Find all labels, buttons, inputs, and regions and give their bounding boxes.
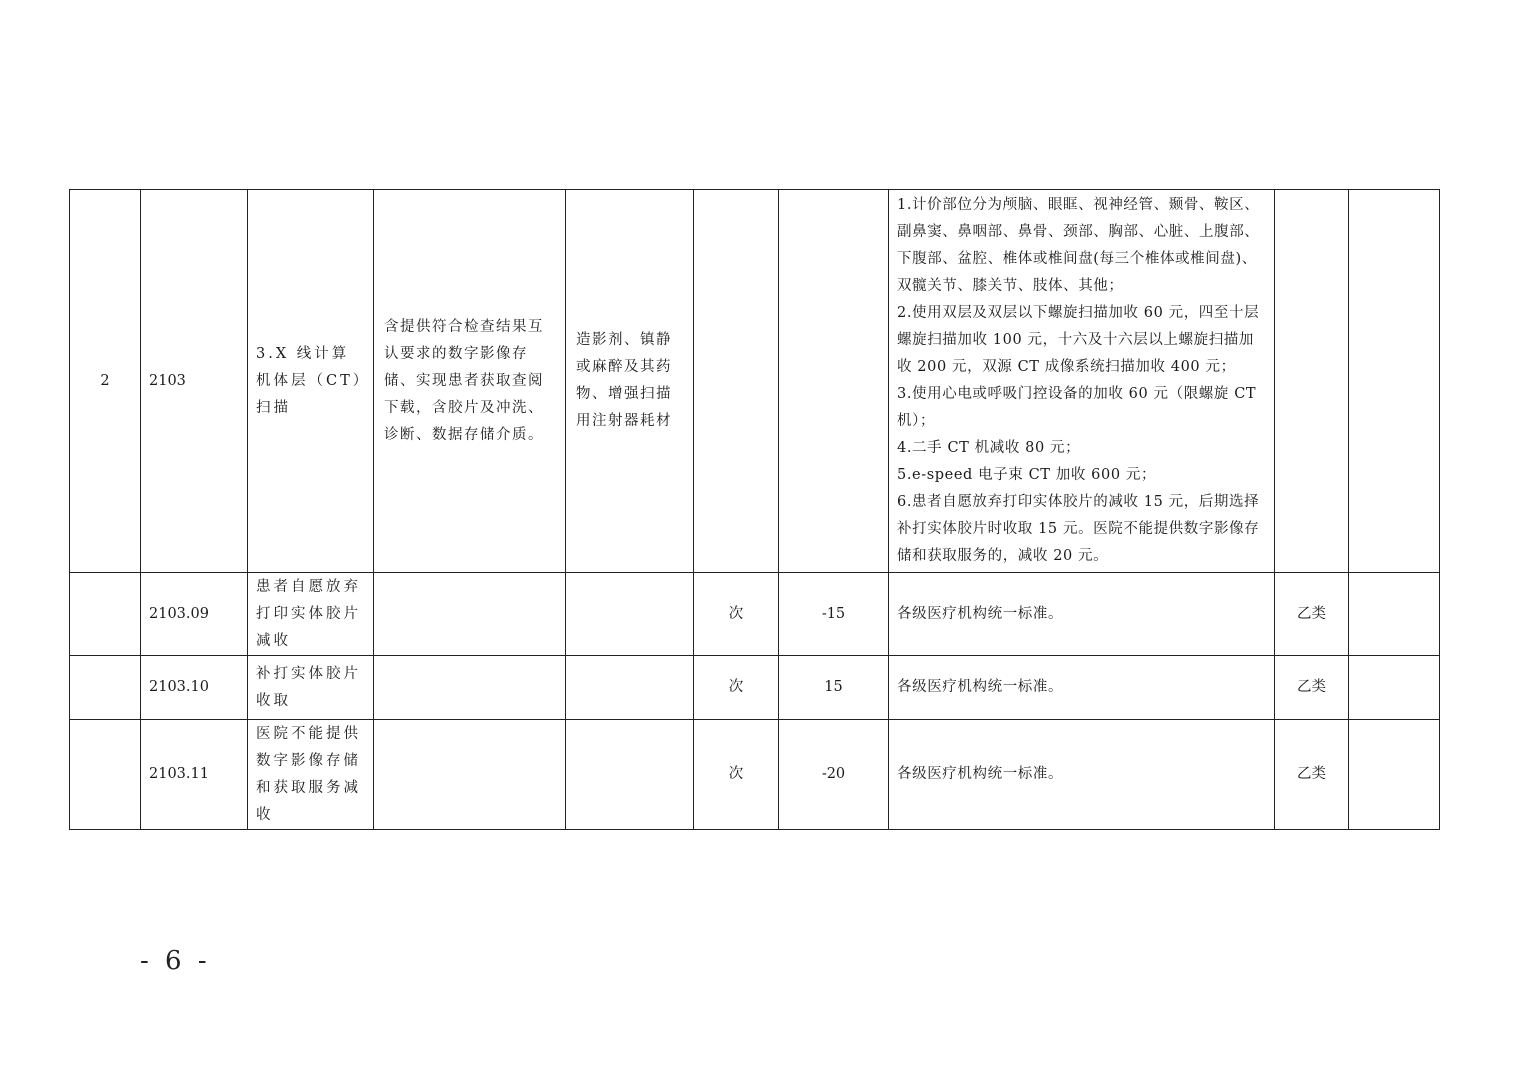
notes-cell <box>889 190 1275 573</box>
excluded-cell <box>566 720 694 830</box>
note-line: 2.使用双层及双层以下螺旋扫描加收 60 元，四至十层螺旋扫描加收 100 元，十六及十六层以上螺旋扫描加收 200 元，双源 CT 成像系统扫描加收 400 元； <box>897 305 1260 375</box>
seq-cell <box>70 573 141 656</box>
content-cell <box>374 573 566 656</box>
content-cell <box>374 656 566 720</box>
excluded-cell <box>566 656 694 720</box>
note-line: 5.e-speed 电子束 CT 加收 600 元； <box>897 467 1157 483</box>
code-cell: 2103.10 <box>141 656 248 720</box>
table-row <box>70 656 1440 720</box>
extra-cell <box>1349 190 1440 573</box>
price-cell: 15 <box>779 656 889 720</box>
note-line: 1.计价部位分为颅脑、眼眶、视神经管、颞骨、鞍区、副鼻窦、鼻咽部、鼻骨、颈部、胸部、心脏、上腹部、下腹部、盆腔、椎体或椎间盘(每三个椎体或椎间盘)、双髋关节、膝关节、肢体、其他； <box>897 197 1260 294</box>
notes-cell: 各级医疗机构统一标准。 <box>889 656 1275 720</box>
seq-cell <box>70 720 141 830</box>
note-line: 3.使用心电或呼吸门控设备的加收 60 元（限螺旋 CT 机）； <box>897 386 1257 429</box>
price-table <box>69 189 1440 830</box>
category-cell <box>1275 190 1349 573</box>
price-cell: -20 <box>779 720 889 830</box>
item-name-cell: 3.X 线计算机体层（CT）扫描 <box>248 190 374 573</box>
unit-cell <box>694 190 779 573</box>
seq-cell <box>70 656 141 720</box>
item-name-cell: 患者自愿放弃打印实体胶片减收 <box>248 573 374 656</box>
note-line: 4.二手 CT 机减收 80 元； <box>897 440 1081 456</box>
excluded-cell: 造影剂、镇静或麻醉及其药物、增强扫描用注射器耗材 <box>566 190 694 573</box>
table-row <box>70 720 1440 830</box>
notes-cell: 各级医疗机构统一标准。 <box>889 720 1275 830</box>
excluded-cell <box>566 573 694 656</box>
extra-cell <box>1349 720 1440 830</box>
seq-cell: 2 <box>70 190 141 573</box>
unit-cell: 次 <box>694 720 779 830</box>
page-number: - 6 - <box>140 946 211 976</box>
content-cell: 含提供符合检查结果互认要求的数字影像存储、实现患者获取查阅下载，含胶片及冲洗、诊断、数据存储介质。 <box>374 190 566 573</box>
notes-cell: 各级医疗机构统一标准。 <box>889 573 1275 656</box>
code-cell: 2103.09 <box>141 573 248 656</box>
price-cell <box>779 190 889 573</box>
category-cell: 乙类 <box>1275 656 1349 720</box>
item-name-cell: 医院不能提供数字影像存储和获取服务减收 <box>248 720 374 830</box>
price-cell: -15 <box>779 573 889 656</box>
table-row <box>70 190 1440 573</box>
content-cell <box>374 720 566 830</box>
unit-cell: 次 <box>694 573 779 656</box>
unit-cell: 次 <box>694 656 779 720</box>
code-cell: 2103.11 <box>141 720 248 830</box>
category-cell: 乙类 <box>1275 720 1349 830</box>
note-line: 6.患者自愿放弃打印实体胶片的减收 15 元，后期选择补打实体胶片时收取 15 元。医院不能提供数字影像存储和获取服务的，减收 20 元。 <box>897 494 1260 564</box>
extra-cell <box>1349 573 1440 656</box>
item-name-cell: 补打实体胶片收取 <box>248 656 374 720</box>
extra-cell <box>1349 656 1440 720</box>
category-cell: 乙类 <box>1275 573 1349 656</box>
table-row <box>70 573 1440 656</box>
code-cell: 2103 <box>141 190 248 573</box>
